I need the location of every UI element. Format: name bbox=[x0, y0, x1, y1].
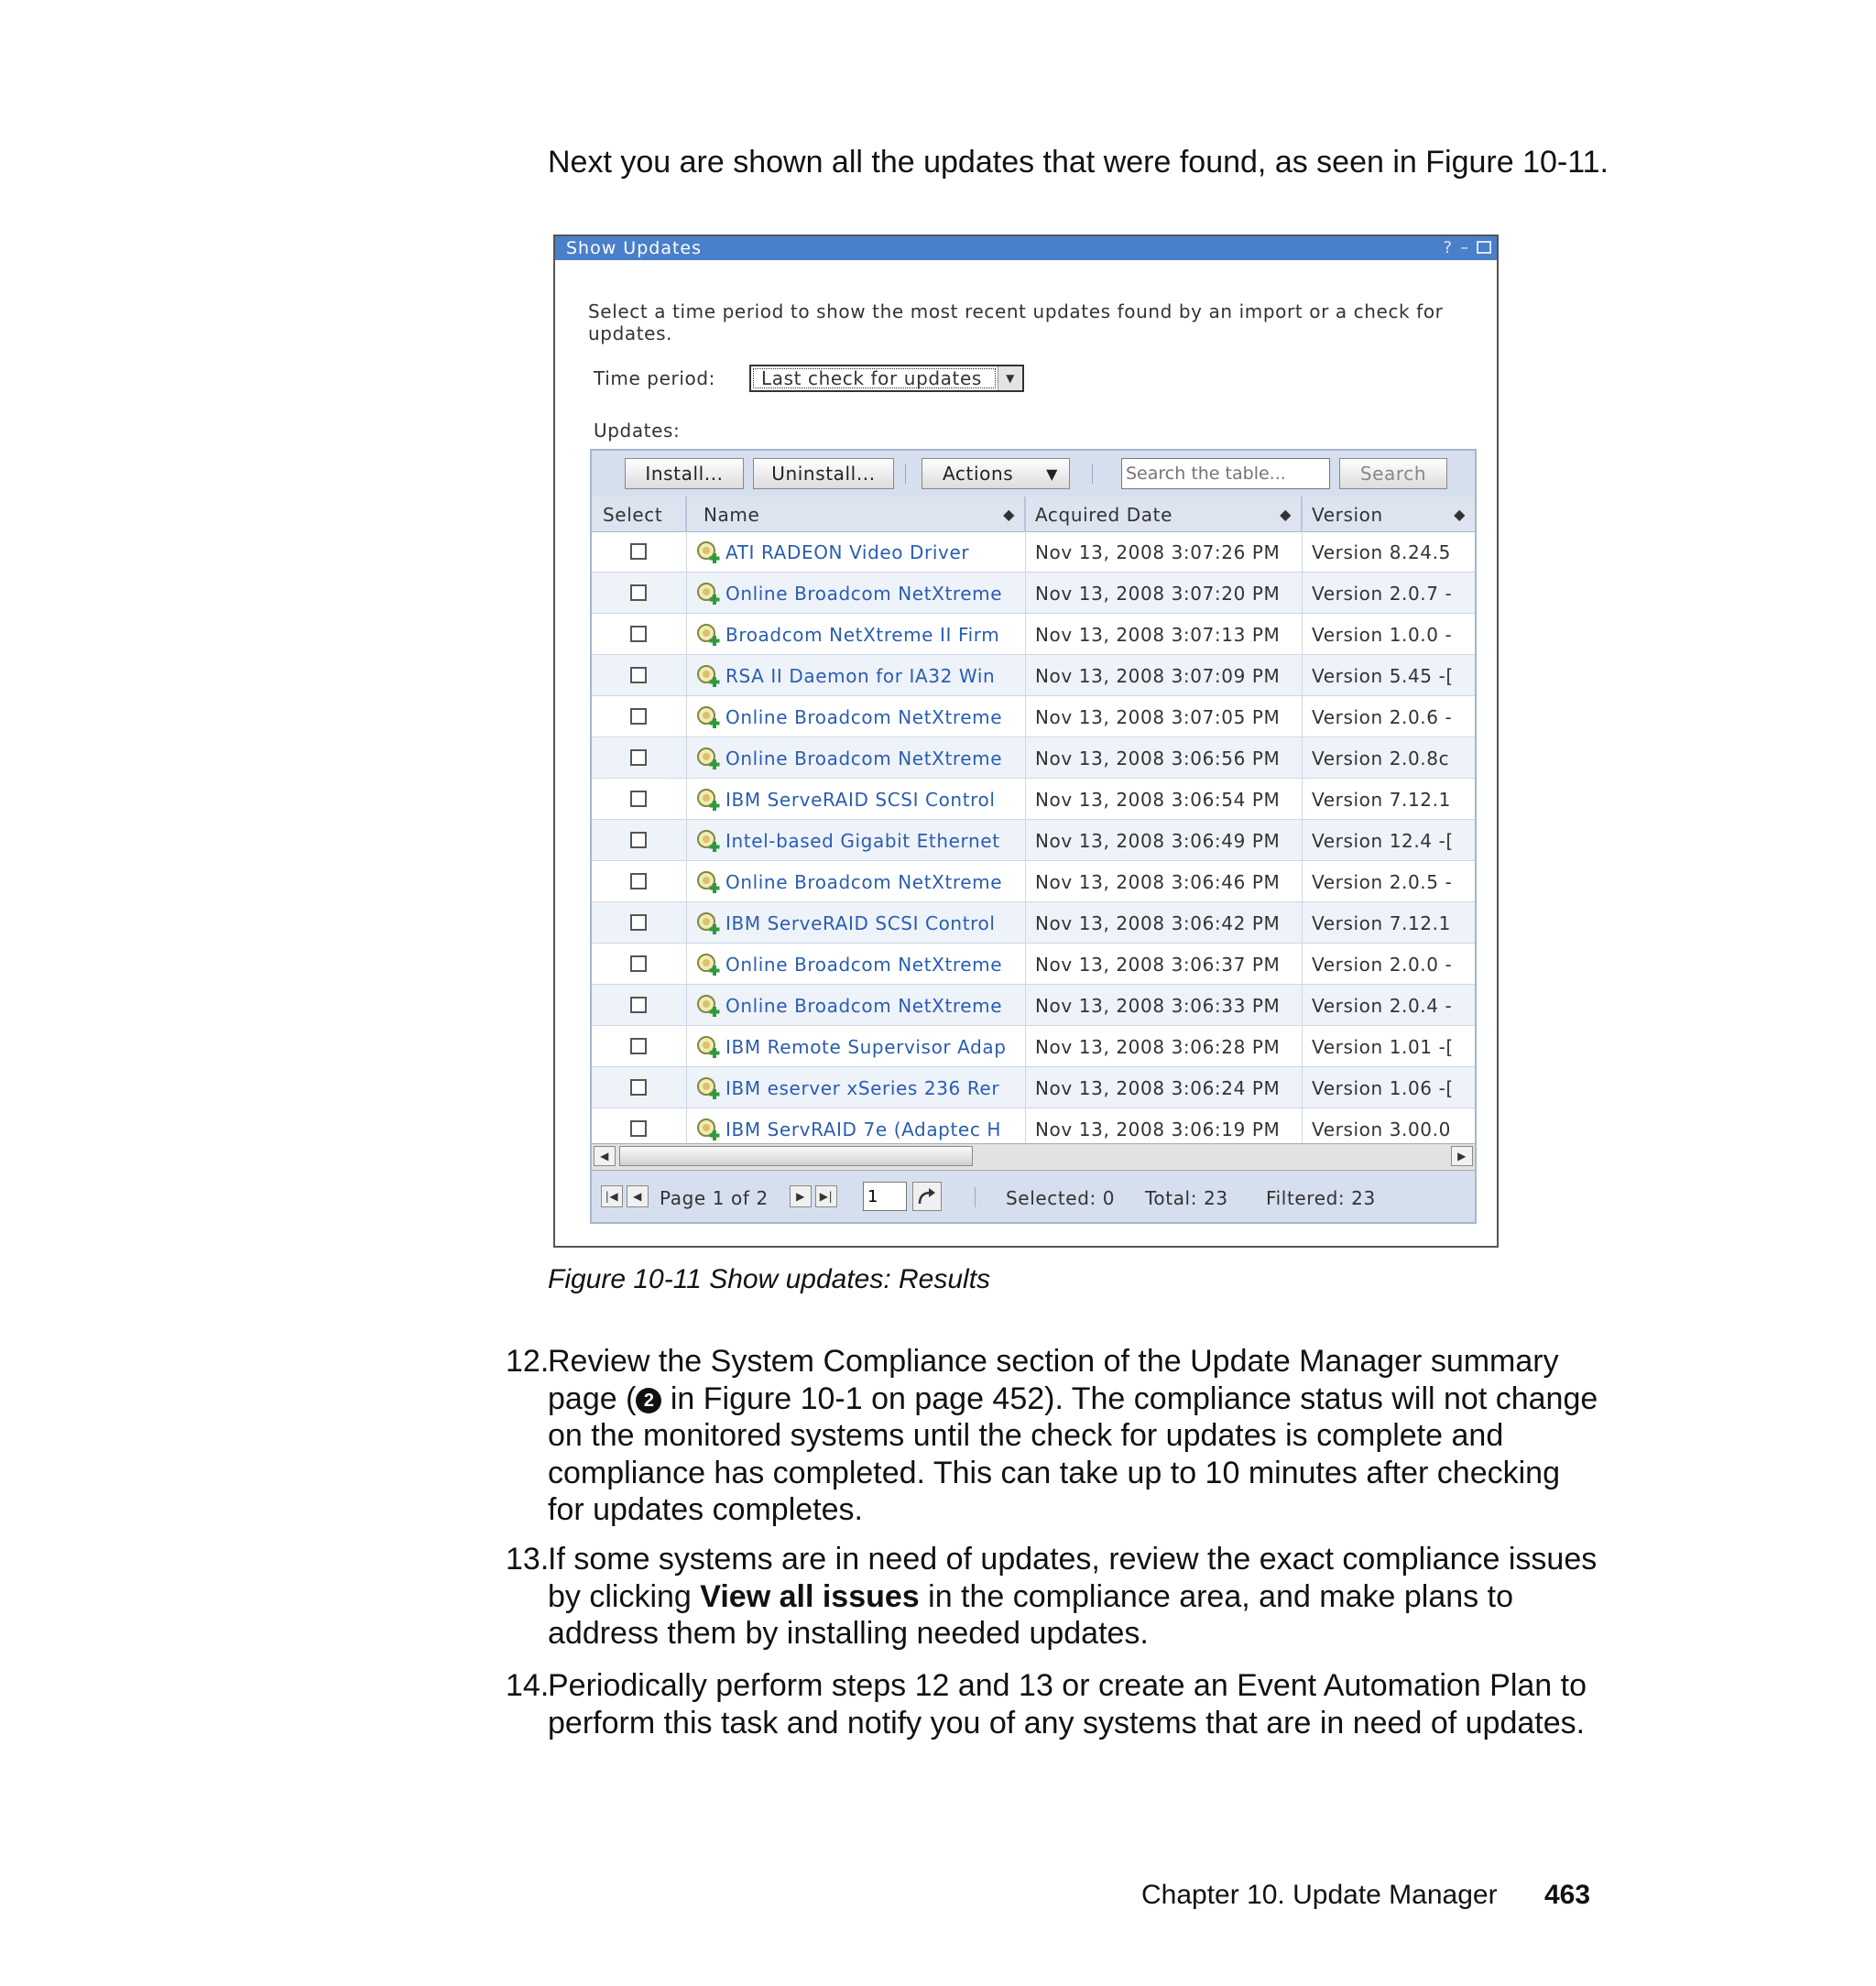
name-cell bbox=[687, 531, 1026, 572]
page-number-input[interactable] bbox=[863, 1182, 907, 1211]
step-text: Periodically perform steps 12 and 13 or create an Event Automation Plan to perform this task and notify you of any systems that are in need of updates. bbox=[548, 1668, 1587, 1740]
acquired-date-cell: Nov 13, 2008 3:06:28 PM bbox=[1026, 1026, 1303, 1066]
version-cell: Version 2.0.6 - bbox=[1312, 706, 1453, 728]
update-icon bbox=[687, 624, 725, 646]
table-row[interactable] bbox=[592, 944, 1475, 985]
step-number: 14. bbox=[506, 1668, 550, 1703]
sort-icon[interactable]: ◆ bbox=[1454, 506, 1466, 523]
acquired-date-cell: Nov 13, 2008 3:07:20 PM bbox=[1026, 573, 1303, 613]
update-name-link[interactable]: Online Broadcom NetXtreme bbox=[725, 995, 1003, 1017]
step-text-part: in the compliance area, and make plans to address them by installing needed updates. bbox=[548, 1578, 1513, 1651]
acquired-date-cell: Nov 13, 2008 3:06:56 PM bbox=[1026, 737, 1303, 778]
acquired-date-cell: Nov 13, 2008 3:07:05 PM bbox=[1026, 696, 1303, 737]
table-row[interactable] bbox=[592, 531, 1475, 573]
select-cell bbox=[592, 820, 687, 860]
table-row[interactable] bbox=[592, 1026, 1475, 1067]
version-cell: Version 12.4 -[ bbox=[1312, 830, 1454, 852]
version-cell: Version 7.12.1 bbox=[1312, 789, 1451, 811]
actions-menu-button[interactable] bbox=[922, 458, 1070, 489]
row-checkbox[interactable] bbox=[630, 584, 647, 601]
table-row[interactable] bbox=[592, 573, 1475, 614]
chapter-footer: Chapter 10. Update Manager bbox=[1141, 1880, 1498, 1910]
name-cell bbox=[687, 820, 1026, 860]
toolbar-separator bbox=[905, 464, 906, 484]
pager-separator bbox=[975, 1187, 976, 1207]
name-cell bbox=[687, 1067, 1026, 1108]
name-cell bbox=[687, 902, 1026, 943]
table-row[interactable] bbox=[592, 655, 1475, 696]
version-cell: Version 2.0.8c bbox=[1312, 747, 1450, 769]
name-cell bbox=[687, 614, 1026, 654]
version-cell: Version 1.01 -[ bbox=[1312, 1036, 1454, 1058]
table-row[interactable] bbox=[592, 985, 1475, 1026]
row-checkbox[interactable] bbox=[630, 667, 647, 683]
updates-table-panel bbox=[590, 449, 1477, 1224]
update-icon bbox=[687, 954, 725, 976]
help-icon[interactable]: ? bbox=[1443, 238, 1453, 257]
column-header-date-label: Acquired Date bbox=[1035, 504, 1172, 526]
row-checkbox[interactable] bbox=[630, 914, 647, 931]
update-icon bbox=[687, 1118, 725, 1140]
update-name-link[interactable]: RSA II Daemon for IA32 Win bbox=[725, 665, 996, 687]
column-header-select: Select bbox=[592, 496, 687, 531]
actions-label: Actions bbox=[943, 463, 1014, 485]
update-icon bbox=[687, 665, 725, 687]
row-checkbox[interactable] bbox=[630, 626, 647, 642]
select-cell bbox=[592, 1026, 687, 1066]
step-text-part: If some systems are in need of updates, review the exact compliance issues by clicking bbox=[548, 1542, 1598, 1614]
update-icon bbox=[687, 1077, 725, 1099]
column-header-name-label: Name bbox=[704, 504, 760, 526]
table-body bbox=[592, 531, 1475, 1150]
acquired-date-cell: Nov 13, 2008 3:07:13 PM bbox=[1026, 614, 1303, 654]
update-icon bbox=[687, 1036, 725, 1058]
install-button[interactable]: Install... bbox=[625, 458, 744, 489]
page-indicator: Page 1 of 2 bbox=[660, 1187, 769, 1209]
scroll-left-icon[interactable]: ◀ bbox=[594, 1146, 616, 1166]
table-row[interactable] bbox=[592, 779, 1475, 820]
chevron-down-icon: ▼ bbox=[1046, 464, 1058, 483]
update-icon bbox=[687, 995, 725, 1017]
go-to-page-icon[interactable] bbox=[912, 1182, 942, 1211]
last-page-icon[interactable]: ▶| bbox=[815, 1185, 837, 1207]
column-header-acquired-date[interactable] bbox=[1026, 496, 1303, 531]
horizontal-scrollbar[interactable] bbox=[592, 1143, 1475, 1171]
figure-caption: Figure 10-11 Show updates: Results bbox=[548, 1264, 991, 1294]
version-cell: Version 1.0.0 - bbox=[1312, 624, 1453, 646]
update-icon bbox=[687, 583, 725, 605]
acquired-date-cell: Nov 13, 2008 3:06:33 PM bbox=[1026, 985, 1303, 1025]
name-cell bbox=[687, 655, 1026, 695]
name-cell bbox=[687, 573, 1026, 613]
step-text bbox=[548, 1541, 1601, 1653]
select-cell bbox=[592, 902, 687, 943]
scrollbar-thumb[interactable] bbox=[619, 1146, 973, 1166]
maximize-icon[interactable] bbox=[1477, 241, 1491, 254]
name-cell bbox=[687, 737, 1026, 778]
step-text-part: Review the System Compliance section of the Update Manager summary page ( bbox=[548, 1344, 1559, 1416]
update-name-link[interactable]: Online Broadcom NetXtreme bbox=[725, 583, 1003, 605]
table-row[interactable] bbox=[592, 861, 1475, 902]
update-name-link[interactable]: IBM ServeRAID SCSI Control bbox=[725, 789, 996, 811]
filtered-count: Filtered: 23 bbox=[1266, 1187, 1376, 1209]
column-header-version[interactable] bbox=[1303, 496, 1475, 531]
table-pager bbox=[592, 1171, 1475, 1222]
acquired-date-cell: Nov 13, 2008 3:07:09 PM bbox=[1026, 655, 1303, 695]
next-page-icon[interactable]: ▶ bbox=[790, 1185, 812, 1207]
name-cell bbox=[687, 1026, 1026, 1066]
time-period-select[interactable] bbox=[749, 365, 1024, 392]
table-row[interactable] bbox=[592, 614, 1475, 655]
select-cell bbox=[592, 779, 687, 819]
update-name-link[interactable]: IBM ServeRAID SCSI Control bbox=[725, 912, 996, 934]
updates-label: Updates: bbox=[594, 420, 681, 442]
column-header-name[interactable] bbox=[687, 496, 1026, 531]
sort-icon[interactable]: ◆ bbox=[1003, 506, 1015, 523]
row-checkbox[interactable] bbox=[630, 791, 647, 807]
version-cell: Version 1.06 -[ bbox=[1312, 1077, 1454, 1099]
row-checkbox[interactable] bbox=[630, 1038, 647, 1054]
row-checkbox[interactable] bbox=[630, 708, 647, 725]
update-name-link[interactable]: Intel-based Gigabit Ethernet bbox=[725, 830, 1000, 852]
update-name-link[interactable]: Online Broadcom NetXtreme bbox=[725, 747, 1003, 769]
time-period-value: Last check for updates bbox=[753, 368, 996, 388]
window-titlebar bbox=[555, 236, 1497, 260]
version-cell: Version 2.0.7 - bbox=[1312, 583, 1453, 605]
update-icon bbox=[687, 541, 725, 563]
version-cell: Version 2.0.0 - bbox=[1312, 954, 1453, 976]
step-number: 12. bbox=[506, 1344, 550, 1379]
version-cell: Version 7.12.1 bbox=[1312, 912, 1451, 934]
select-cell bbox=[592, 944, 687, 984]
table-row[interactable] bbox=[592, 820, 1475, 861]
row-checkbox[interactable] bbox=[630, 1120, 647, 1137]
update-icon bbox=[687, 912, 725, 934]
update-name-link[interactable]: ATI RADEON Video Driver bbox=[725, 541, 970, 563]
update-name-link[interactable]: IBM Remote Supervisor Adap bbox=[725, 1036, 1007, 1058]
step-text-part: in Figure 10-1 on page 452). The compliance status will not change on the monitored systems until the check for updates is complete and compliance has completed. This can take up to 10 minutes after checking for updates completes. bbox=[548, 1380, 1598, 1527]
step-text-bold: View all issues bbox=[700, 1578, 920, 1614]
column-header-version-label: Version bbox=[1312, 504, 1383, 526]
update-icon bbox=[687, 830, 725, 852]
update-icon bbox=[687, 871, 725, 893]
selected-count: Selected: 0 bbox=[1006, 1187, 1116, 1209]
first-page-icon[interactable]: |◀ bbox=[601, 1185, 623, 1207]
update-icon bbox=[687, 706, 725, 728]
row-checkbox[interactable] bbox=[630, 873, 647, 889]
acquired-date-cell: Nov 13, 2008 3:06:42 PM bbox=[1026, 902, 1303, 943]
select-cell bbox=[592, 614, 687, 654]
update-icon bbox=[687, 747, 725, 769]
sort-icon[interactable]: ◆ bbox=[1280, 506, 1292, 523]
select-cell bbox=[592, 696, 687, 737]
table-header bbox=[592, 496, 1475, 532]
chevron-down-icon[interactable]: ▼ bbox=[998, 366, 1022, 390]
window-title: Show Updates bbox=[566, 238, 703, 258]
acquired-date-cell: Nov 13, 2008 3:06:37 PM bbox=[1026, 944, 1303, 984]
name-cell bbox=[687, 944, 1026, 984]
version-cell: Version 5.45 -[ bbox=[1312, 665, 1454, 687]
toolbar-separator bbox=[1092, 464, 1093, 484]
intro-paragraph: Next you are shown all the updates that were found, as seen in Figure 10-11. bbox=[548, 145, 1609, 180]
table-toolbar bbox=[592, 451, 1475, 497]
uninstall-button[interactable]: Uninstall... bbox=[753, 458, 894, 489]
select-cell bbox=[592, 737, 687, 778]
acquired-date-cell: Nov 13, 2008 3:06:54 PM bbox=[1026, 779, 1303, 819]
name-cell bbox=[687, 779, 1026, 819]
window-description: Select a time period to show the most recent updates found by an import or a check for updates. bbox=[588, 300, 1444, 344]
row-checkbox[interactable] bbox=[630, 955, 647, 972]
callout-marker: 2 bbox=[636, 1388, 661, 1413]
row-checkbox[interactable] bbox=[630, 832, 647, 848]
row-checkbox[interactable] bbox=[630, 749, 647, 766]
show-updates-window bbox=[553, 235, 1499, 1248]
acquired-date-cell: Nov 13, 2008 3:06:19 PM bbox=[1026, 1108, 1303, 1149]
name-cell bbox=[687, 985, 1026, 1025]
previous-page-icon[interactable]: ◀ bbox=[627, 1185, 649, 1207]
select-cell bbox=[592, 861, 687, 901]
table-row[interactable] bbox=[592, 1067, 1475, 1108]
time-period-label: Time period: bbox=[594, 367, 715, 389]
select-cell bbox=[592, 1067, 687, 1108]
step-number: 13. bbox=[506, 1542, 550, 1577]
acquired-date-cell: Nov 13, 2008 3:06:49 PM bbox=[1026, 820, 1303, 860]
row-checkbox[interactable] bbox=[630, 543, 647, 560]
name-cell bbox=[687, 861, 1026, 901]
name-cell bbox=[687, 696, 1026, 737]
select-cell bbox=[592, 573, 687, 613]
version-cell: Version 8.24.5 bbox=[1312, 541, 1451, 563]
version-cell: Version 2.0.5 - bbox=[1312, 871, 1453, 893]
version-cell: Version 3.00.0 bbox=[1312, 1118, 1451, 1140]
scroll-right-icon[interactable]: ▶ bbox=[1451, 1146, 1473, 1166]
table-row[interactable] bbox=[592, 902, 1475, 944]
row-checkbox[interactable] bbox=[630, 1079, 647, 1096]
acquired-date-cell: Nov 13, 2008 3:06:46 PM bbox=[1026, 861, 1303, 901]
update-name-link[interactable]: Online Broadcom NetXtreme bbox=[725, 871, 1003, 893]
search-button[interactable]: Search bbox=[1339, 458, 1447, 489]
update-icon bbox=[687, 789, 725, 811]
update-name-link[interactable]: Online Broadcom NetXtreme bbox=[725, 706, 1003, 728]
table-row[interactable] bbox=[592, 737, 1475, 779]
version-cell: Version 2.0.4 - bbox=[1312, 995, 1453, 1017]
acquired-date-cell: Nov 13, 2008 3:07:26 PM bbox=[1026, 531, 1303, 572]
update-name-link[interactable]: IBM ServRAID 7e (Adaptec H bbox=[725, 1118, 1002, 1140]
row-checkbox[interactable] bbox=[630, 997, 647, 1013]
page-number: 463 bbox=[1544, 1880, 1591, 1910]
search-input[interactable] bbox=[1121, 458, 1330, 489]
step-text bbox=[548, 1343, 1601, 1529]
acquired-date-cell: Nov 13, 2008 3:06:24 PM bbox=[1026, 1067, 1303, 1108]
select-cell bbox=[592, 531, 687, 572]
update-name-link[interactable]: IBM eserver xSeries 236 Rer bbox=[725, 1077, 1000, 1099]
table-row[interactable] bbox=[592, 696, 1475, 737]
total-count: Total: 23 bbox=[1145, 1187, 1228, 1209]
minimize-icon[interactable]: – bbox=[1460, 238, 1469, 257]
update-name-link[interactable]: Online Broadcom NetXtreme bbox=[725, 954, 1003, 976]
select-cell bbox=[592, 655, 687, 695]
select-cell bbox=[592, 985, 687, 1025]
update-name-link[interactable]: Broadcom NetXtreme II Firm bbox=[725, 624, 1000, 646]
